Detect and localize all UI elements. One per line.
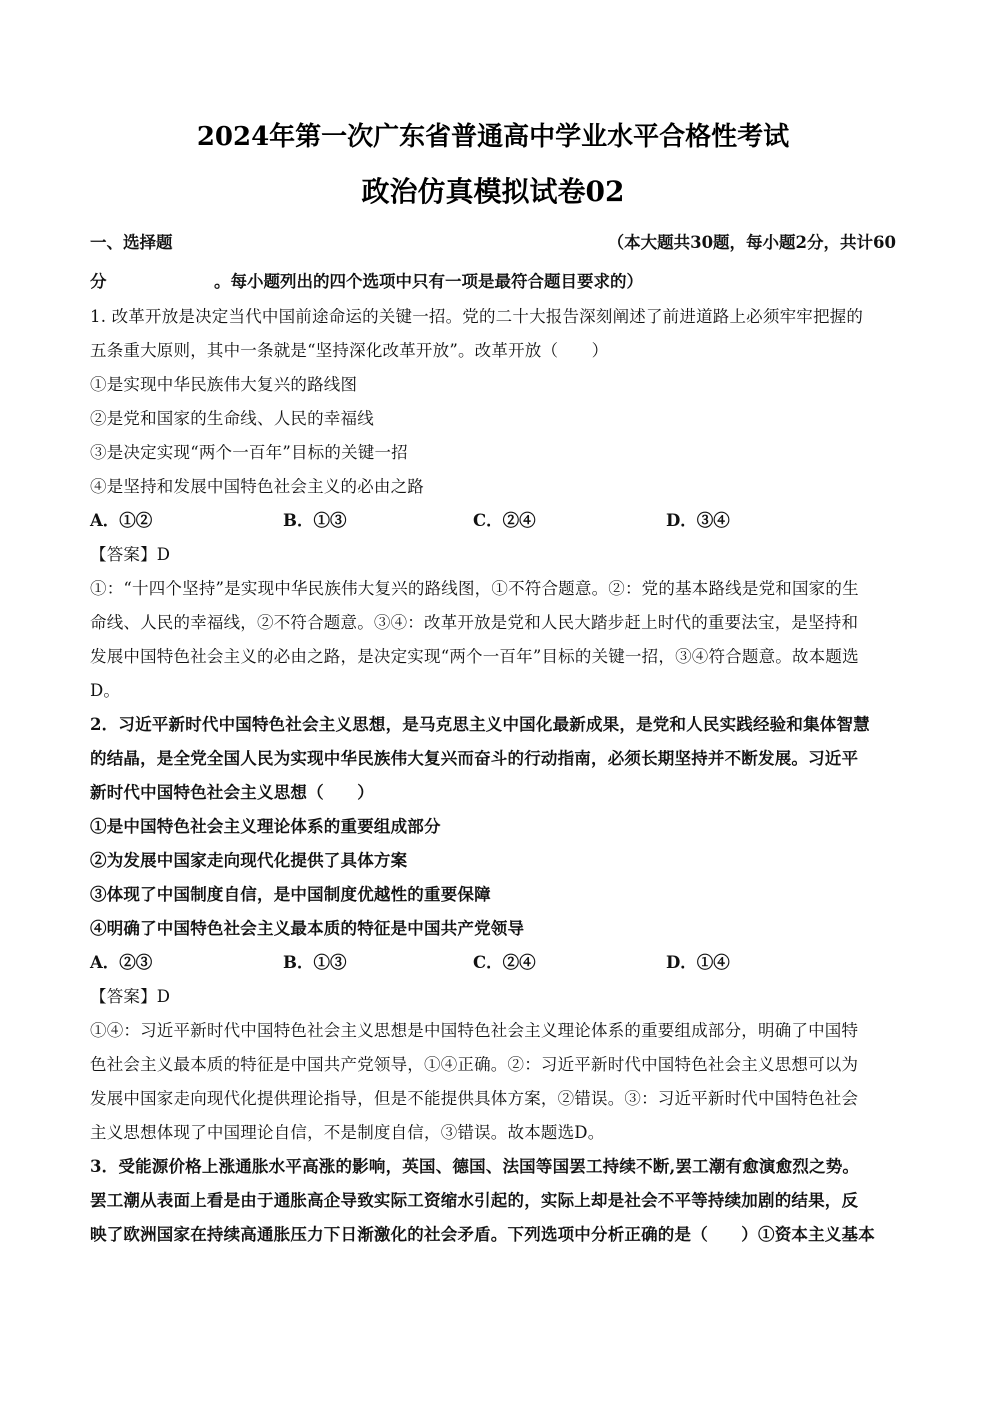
question-1-stem-line: 1. 改革开放是决定当代中国前途命运的关键一招。党的二十大报告深刻阐述了前进道路上必须牢牢把握的 <box>90 307 864 326</box>
section-note-part2: 。每小题列出的四个选项中只有一项是最符合题目要求的） <box>214 272 643 291</box>
question-2-stem-line: 新时代中国特色社会主义思想（ ） <box>90 783 374 802</box>
question-2-options <box>90 946 900 980</box>
question-1-options <box>90 504 900 538</box>
option-a[interactable]: A．①② <box>90 511 153 530</box>
question-1-stem-line: 五条重大原则，其中一条就是“坚持深化改革开放”。改革开放（ ） <box>90 341 609 360</box>
option-c[interactable]: C．②④ <box>473 953 536 972</box>
option-c[interactable]: C．②④ <box>473 511 536 530</box>
question-2-statement: ③体现了中国制度自信，是中国制度优越性的重要保障 <box>90 885 491 904</box>
question-1-statement: ②是党和国家的生命线、人民的幸福线 <box>90 409 374 428</box>
question-2-statement: ②为发展中国家走向现代化提供了具体方案 <box>90 851 408 870</box>
question-1-statement: ③是决定实现“两个一百年”目标的关键一招 <box>90 443 408 462</box>
question-1-statement: ①是实现中华民族伟大复兴的路线图 <box>90 375 358 394</box>
option-d[interactable]: D．③④ <box>666 511 730 530</box>
question-2-explanation-line: ①④：习近平新时代中国特色社会主义思想是中国特色社会主义理论体系的重要组成部分，明确了中国特 <box>90 1021 859 1040</box>
question-2-explanation-line: 色社会主义最本质的特征是中国共产党领导，①④正确。②：习近平新时代中国特色社会主义思想可以为 <box>90 1055 859 1074</box>
exam-subtitle: 政治仿真模拟试卷02 <box>361 175 625 208</box>
option-a[interactable]: A．②③ <box>90 953 153 972</box>
section-note-unit: 分 <box>90 272 107 291</box>
question-2-statement: ④明确了中国特色社会主义最本质的特征是中国共产党领导 <box>90 919 525 938</box>
question-1-explanation-line: D。 <box>90 681 121 700</box>
question-2-statement: ①是中国特色社会主义理论体系的重要组成部分 <box>90 817 441 836</box>
question-1-statement: ④是坚持和发展中国特色社会主义的必由之路 <box>90 477 424 496</box>
question-3-stem-line: 罢工潮从表面上看是由于通胀高企导致实际工资缩水引起的，实际上却是社会不平等持续加剧的结果，反 <box>90 1191 859 1210</box>
section-heading: 一、选择题 <box>90 233 173 252</box>
question-2-explanation-line: 主义思想体现了中国理论自信，不是制度自信，③错误。故本题选D。 <box>90 1123 605 1142</box>
section-note-part1: （本大题共30题，每小题2分，共计60 <box>607 233 896 252</box>
question-1-explanation-line: ①：“十四个坚持”是实现中华民族伟大复兴的路线图，①不符合题意。②：党的基本路线是党和国家的生 <box>90 579 859 598</box>
question-2-answer: 【答案】D <box>90 987 171 1006</box>
option-b[interactable]: B．①③ <box>283 953 347 972</box>
option-d[interactable]: D．①④ <box>666 953 730 972</box>
question-3-stem-line: 3．受能源价格上涨通胀水平高涨的影响，英国、德国、法国等国罢工持续不断,罢工潮有愈演愈烈之势。 <box>90 1157 860 1176</box>
question-1-explanation-line: 命线、人民的幸福线，②不符合题意。③④：改革开放是党和人民大踏步赶上时代的重要法宝，是坚持和 <box>90 613 859 632</box>
question-1-answer: 【答案】D <box>90 545 171 564</box>
question-3-stem-line: 映了欧洲国家在持续高通胀压力下日渐激化的社会矛盾。下列选项中分析正确的是（ ）①资本主义基本 <box>90 1225 875 1244</box>
exam-title: 2024年第一次广东省普通高中学业水平合格性考试 <box>196 122 790 152</box>
option-b[interactable]: B．①③ <box>283 511 347 530</box>
question-1-explanation-line: 发展中国特色社会主义的必由之路，是决定实现“两个一百年”目标的关键一招，③④符合题意。故本题选 <box>90 647 859 666</box>
question-2-stem-line: 的结晶，是全党全国人民为实现中华民族伟大复兴而奋斗的行动指南，必须长期坚持并不断发展。习近平 <box>90 749 859 768</box>
question-2-stem-line: 2．习近平新时代中国特色社会主义思想，是马克思主义中国化最新成果，是党和人民实践经验和集体智慧 <box>90 715 870 734</box>
question-2-explanation-line: 发展中国家走向现代化提供理论指导，但是不能提供具体方案，②错误。③：习近平新时代中国特色社会 <box>90 1089 859 1108</box>
